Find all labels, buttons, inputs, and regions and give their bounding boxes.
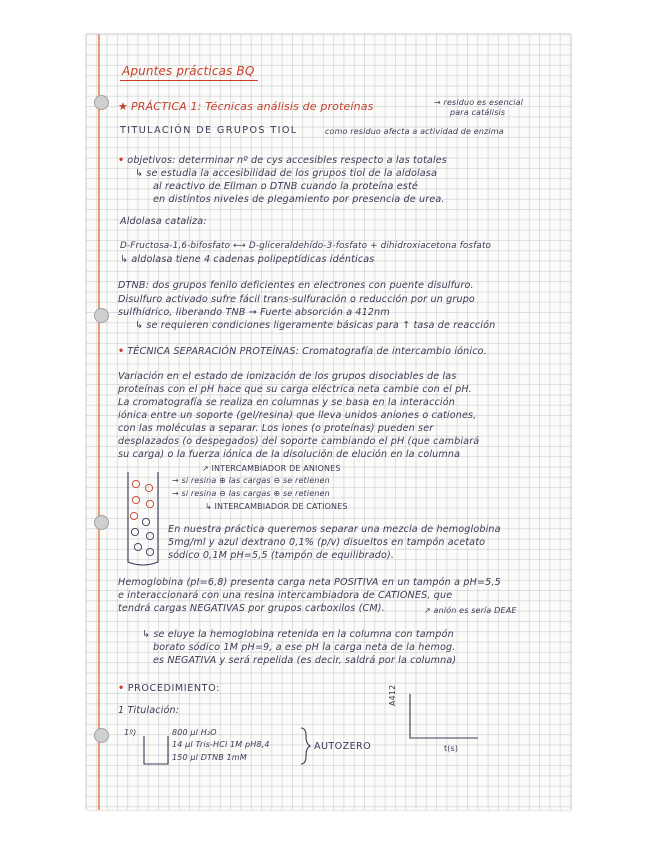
graph-axes — [410, 694, 478, 738]
variacion-line-6: desplazados (o despegados) del soporte cambiando el pH (que cambiará — [118, 436, 480, 447]
variacion-line-2: proteínas con el pH hace que su carga eléctrica neta cambie con el pH. — [118, 384, 472, 395]
margin-line — [98, 34, 100, 810]
resin-bead — [130, 512, 137, 519]
dtnb-line-1: DTNB: dos grupos fenilo deficientes en electrones con puente disulfuro. — [118, 280, 474, 291]
resin-bead — [146, 532, 153, 539]
procedimiento-row-2: 14 µl Tris-HCl 1M pH8,4 — [172, 740, 270, 749]
hemoglobina-line-2: e interaccionará con una resina intercambiadora de CATIONES, que — [118, 590, 453, 601]
dtnb-line-4: ↳ se requieren condiciones ligeramente básicas para ↑ tasa de reacción — [135, 320, 496, 331]
brace-icon — [298, 726, 312, 766]
punch-hole-4 — [94, 728, 109, 743]
resin-bead — [132, 496, 139, 503]
tecnica-heading: • TÉCNICA SEPARACIÓN PROTEÍNAS: Cromatografía de intercambio iónico. — [118, 346, 487, 357]
procedimiento-sub: 1 Titulación: — [118, 705, 180, 716]
resin-bead — [146, 500, 153, 507]
variacion-line-1: Variación en el estado de ionización de los grupos disociables de las — [118, 371, 457, 382]
practica-text-2: 5mg/ml y azul dextrano 0,1% (p/v) disueltos en tampón acetato — [168, 537, 486, 548]
objetivos-line-3: al reactivo de Ellman o DTNB cuando la proteína esté — [153, 181, 418, 192]
objetivos-line-4: en distintos niveles de plegamiento por presencia de urea. — [153, 194, 445, 205]
autozero-label: AUTOZERO — [314, 741, 372, 752]
graph-xlabel: t(s) — [444, 744, 459, 753]
variacion-line-4: iónica entre un soporte (gel/resina) que lleva unidos aniones o cationes, — [118, 410, 477, 421]
resin-bead — [145, 484, 152, 491]
hemoglobina-line-1: Hemoglobina (pI=6,8) presenta carga neta POSITIVA en un tampón a pH=5,5 — [118, 577, 501, 588]
column-drawing — [120, 470, 166, 570]
tecnica-text: TÉCNICA SEPARACIÓN PROTEÍNAS: Cromatografía de intercambio iónico. — [127, 346, 487, 357]
punch-hole-3 — [94, 515, 109, 530]
punch-hole-1 — [94, 95, 109, 110]
practica-star: ★ — [118, 100, 129, 113]
objetivos-line-1: • objetivos: determinar nº de cys accesibles respecto a las totales — [118, 155, 447, 166]
procedimiento-step: 1º) — [124, 728, 137, 737]
dtnb-line-3: sulfhídrico, liberando TNB → Fuerte absorción a 412nm — [118, 307, 390, 318]
resin-bead — [142, 518, 149, 525]
titulacion-side-note: como residuo afecta a actividad de enzima — [325, 127, 504, 136]
title-underline — [120, 80, 258, 81]
intercambiador-aniones: ↗ INTERCAMBIADOR DE ANIONES — [202, 464, 341, 473]
practica-side-note-1: → residuo es esencial — [434, 98, 524, 107]
intercambiador-cationes: ↳ INTERCAMBIADOR DE CATIONES — [205, 502, 348, 511]
resin-bead — [131, 528, 138, 535]
practica-side-note-2: para catálisis — [450, 108, 506, 117]
variacion-line-3: La cromatografía se realiza en columnas y se basa en la interacción — [118, 397, 455, 408]
hemoglobina-line-6: es NEGATIVA y será repelida (es decir, saldrá por la columna) — [153, 655, 457, 666]
aldolasa-line-1: Aldolasa cataliza: — [120, 216, 207, 227]
practica-title: PRÁCTICA 1: Técnicas análisis de proteínas — [131, 100, 374, 113]
procedimiento-row-1: 800 µl H₂O — [172, 728, 217, 737]
practica-text-3: sódico 0,1M pH=5,5 (tampón de equilibrado). — [168, 550, 395, 561]
procedimiento-heading: • PROCEDIMIENTO: — [118, 683, 220, 694]
aldolasa-reaction: D-Fructosa-1,6-bifosfato ⟷ D-gliceraldehído-3-fosfato + dihidroxiacetona fosfato — [120, 241, 492, 251]
procedimiento-row-3: 150 µl DTNB 1mM — [172, 753, 247, 762]
absorbance-graph — [396, 690, 482, 750]
dtnb-line-2: Disulfuro activado sufre fácil trans-sulfuración o reducción por un grupo — [118, 294, 475, 305]
hemoglobina-line-5: borato sódico 1M pH=9, a ese pH la carga neta de la hemog. — [153, 642, 456, 653]
resina-positiva: → si resina ⊕ las cargas ⊖ se retienen — [172, 476, 330, 485]
resina-negativa: → si resina ⊖ las cargas ⊕ se retienen — [172, 489, 330, 498]
objetivos-line-2: ↳ se estudia la accesibilidad de los grupos tiol de la aldolasa — [135, 168, 438, 179]
graph-ylabel: A412 — [388, 684, 397, 706]
variacion-line-5: con las moléculas a separar. Los iones (o proteínas) pueden ser — [118, 423, 434, 434]
resin-bead — [134, 543, 141, 550]
cuvette-drawing — [140, 734, 176, 770]
objetivos-text-1: objetivos: determinar nº de cys accesibles respecto a las totales — [127, 155, 447, 166]
punch-hole-2 — [94, 308, 109, 323]
titulacion-heading: TITULACIÓN DE GRUPOS TIOL — [120, 125, 298, 136]
resin-bead — [146, 548, 153, 555]
cuvette-outline — [144, 736, 168, 764]
hemoglobina-line-4: ↳ se eluye la hemoglobina retenida en la columna con tampón — [142, 629, 454, 640]
hemoglobina-line-3: tendrá cargas NEGATIVAS por grupos carboxilos (CM). — [118, 603, 385, 614]
resin-bead — [132, 480, 139, 487]
variacion-line-7: su carga) o la fuerza iónica de la disolución de elución en la columna — [118, 449, 461, 460]
practica-text-1: En nuestra práctica queremos separar una mezcla de hemoglobina — [168, 524, 501, 535]
aldolasa-line-3: ↳ aldolasa tiene 4 cadenas polipeptídicas idénticas — [120, 254, 375, 265]
notes-title: Apuntes prácticas BQ — [122, 64, 255, 78]
procedimiento-text: PROCEDIMIENTO: — [127, 683, 220, 694]
hemoglobina-side-note: ↗ anión es sería DEAE — [424, 606, 517, 615]
